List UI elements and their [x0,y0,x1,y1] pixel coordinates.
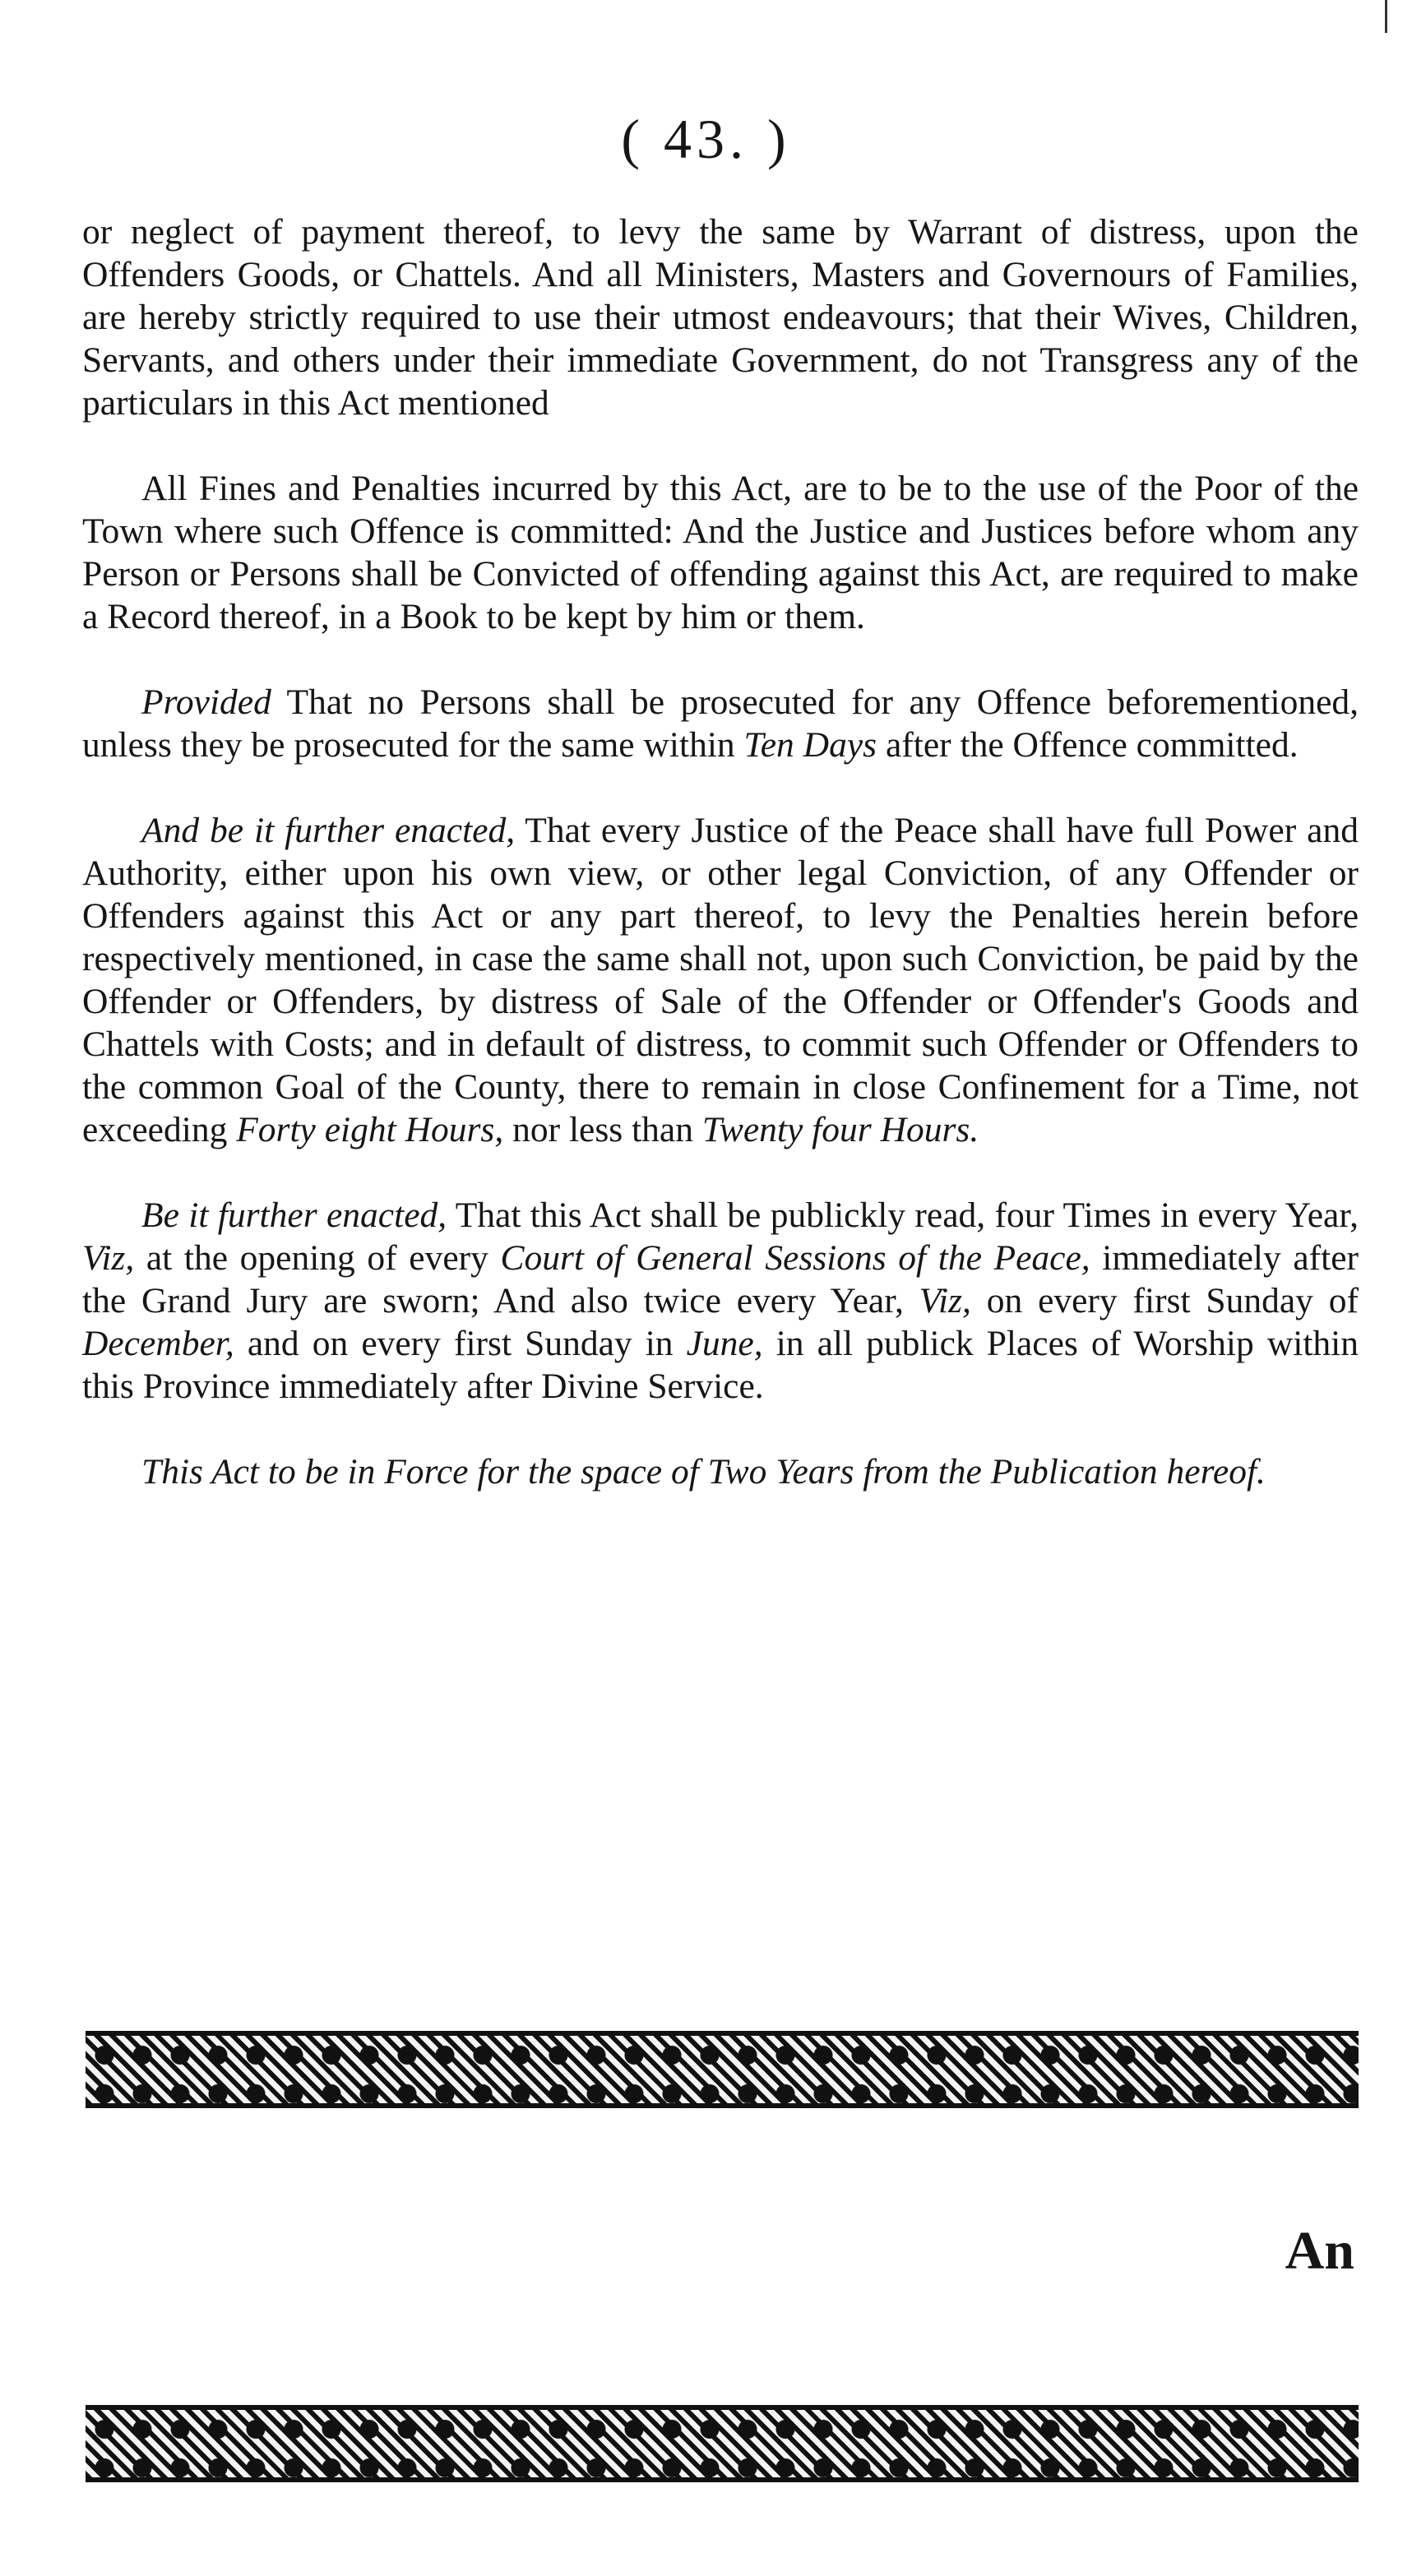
paragraph-text: nor less than [503,1110,702,1149]
paragraph-text: That every Justice of the Peace shall have full Power and Authority, either upon his own view, or other legal Conviction, of any Offender or Offenders against this Act or any part thereof, to levy the Penalties herein before respectively mentioned, in case the same shall not, upon such Conviction, be paid by the Offender or Offenders, by distress of Sale of the Offender or Offender's Goods and Chattels with Costs; and in default of distress, to commit such Offender or Offenders to the common Goal of the County, there to remain in close Confinement for a Time, not exceeding [82,811,1359,1149]
paragraph [82,210,1359,424]
page-number: ( 43. ) [621,108,791,170]
italic-text: Ten Days [743,725,877,765]
paragraph [82,681,1359,766]
italic-text: Be it further enacted, [141,1196,447,1235]
paragraph [82,467,1359,638]
italic-text: Viz, [82,1238,135,1278]
italic-text: Court of General Sessions of the Peace, [500,1238,1090,1278]
paragraph-text: after the Offence committed. [877,725,1299,765]
paragraph-gap [82,766,1359,809]
paragraph-gap [82,1151,1359,1194]
paragraph-text: immediately after the Grand Jury are sworn; And also twice every Year, [82,1238,1359,1320]
italic-text: Twenty four Hours. [701,1110,979,1149]
act-body-text [82,210,1359,1493]
ornamental-border-bottom [86,2405,1359,2482]
paragraph-gap [82,424,1359,467]
paragraph-text: That no Persons shall be prosecuted for any Offence beforementioned, unless they be prosecuted for the same within [82,682,1359,765]
paragraph-gap [82,1408,1359,1450]
page-edge-mark [1385,0,1387,33]
italic-text: Forty eight Hours, [236,1110,504,1149]
paragraph-text: and on every first Sunday in [234,1324,687,1363]
paragraph-text: or neglect of payment thereof, to levy the same by Warrant of distress, upon the Offenders Goods, or Chattels. And all Ministers, Masters and Governours of Families, are hereby strictly required to use their utmost endeavours; that their Wives, Children, Servants, and others under their immediate Government, do not Transgress any of the particulars in this Act mentioned [82,212,1359,423]
paragraph-text: That this Act shall be publickly read, four Times in every Year, [447,1196,1359,1235]
paragraph [82,1194,1359,1408]
paragraph-text: on every first Sunday of [970,1281,1359,1320]
italic-text: And be it further enacted, [141,811,516,850]
paragraph-text: in all publick Places of Worship within this Province immediately after Divine Service. [82,1324,1359,1406]
italic-text: This Act to be in Force for the space of Two Years from the Publication hereof. [141,1452,1266,1491]
paragraph-text: at the opening of every [134,1238,501,1278]
paragraph [82,1450,1359,1493]
ornamental-border-top [86,2031,1359,2108]
paragraph-text: All Fines and Penalties incurred by this Act, are to be to the use of the Poor of the Town where such Offence is committed: And the Justice and Justices before whom any Person or Persons shall be Convicted of offending against this Act, are required to make a Record thereof, in a Book to be kept by him or them. [82,469,1359,636]
catchword: An [1285,2221,1354,2281]
paragraph-gap [82,638,1359,681]
italic-text: June, [686,1324,763,1363]
italic-text: Provided [141,682,271,722]
italic-text: Viz, [919,1281,971,1320]
italic-text: December, [82,1324,234,1363]
paragraph [82,809,1359,1151]
